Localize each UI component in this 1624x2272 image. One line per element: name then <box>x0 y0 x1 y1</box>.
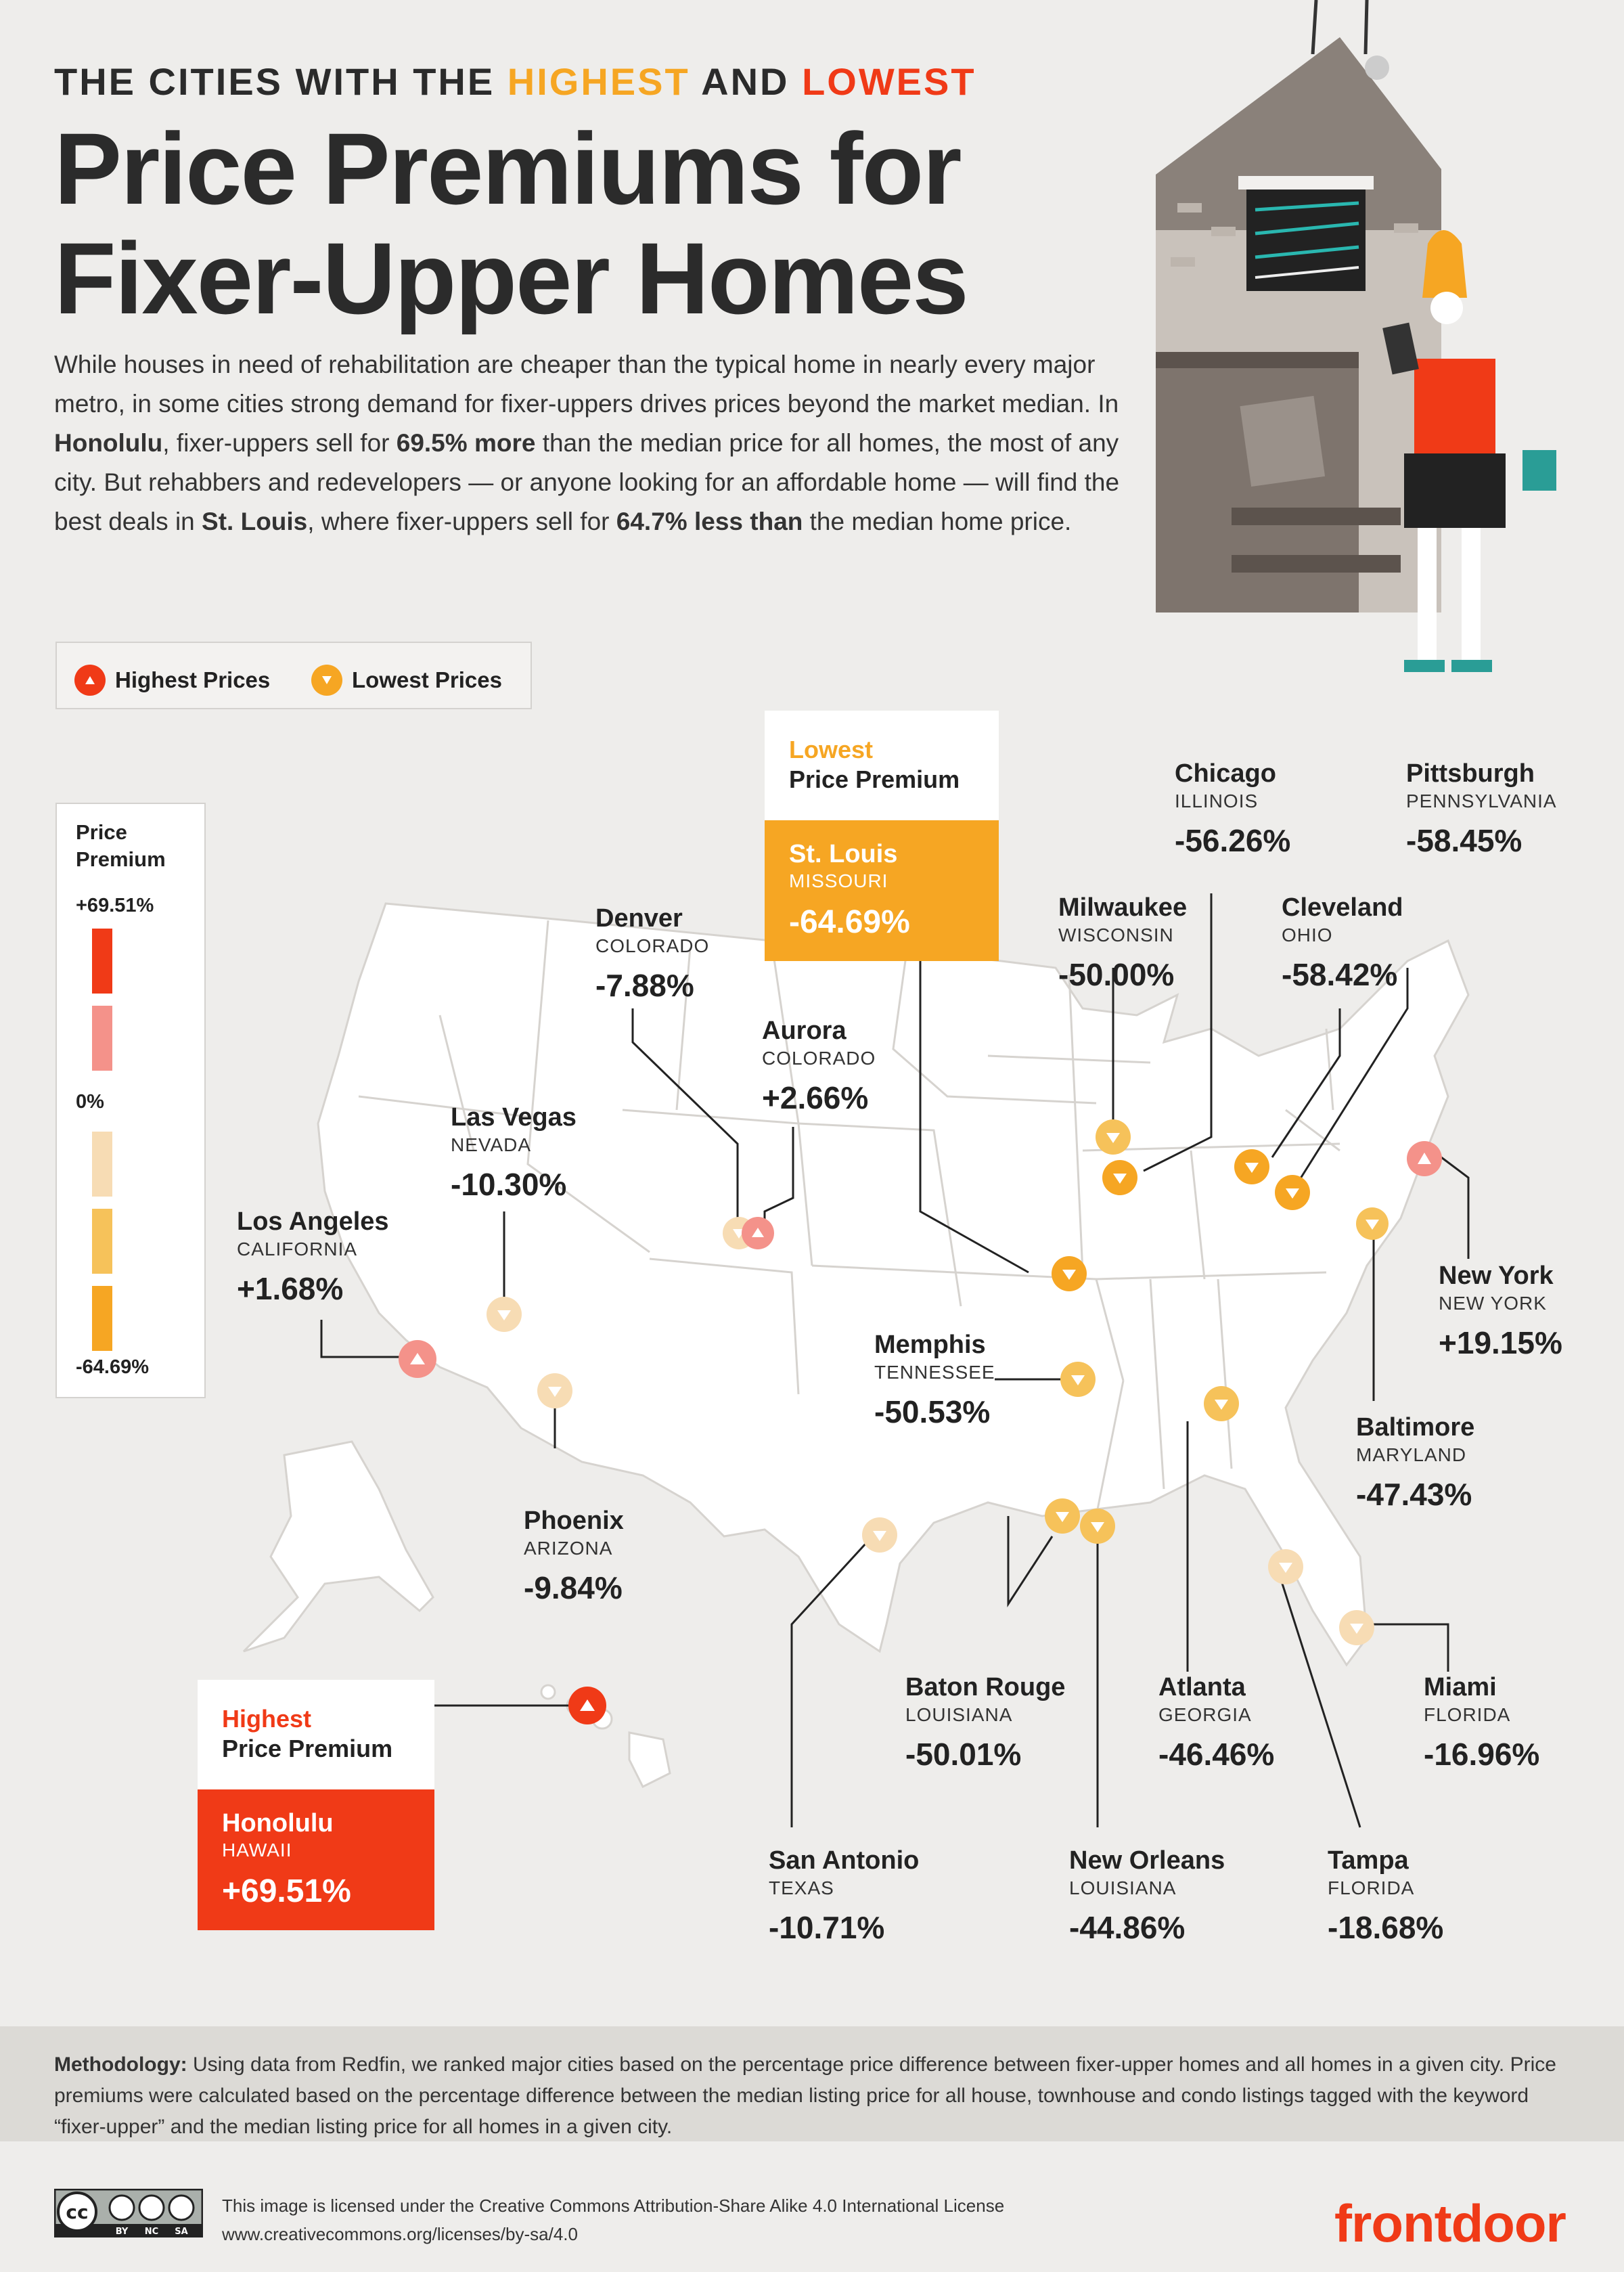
city-new-orleans: New Orleans LOUISIANA -44.86% <box>1069 1846 1225 1945</box>
page-title: Price Premiums for Fixer-Upper Homes <box>54 112 968 335</box>
marker-baltimore <box>1356 1207 1389 1240</box>
scale-bar-high <box>92 929 112 994</box>
triangle-up-icon <box>74 665 106 696</box>
city-phoenix: Phoenix ARIZONA -9.84% <box>524 1507 624 1605</box>
marker-phoenix <box>537 1373 572 1408</box>
intro-paragraph: While houses in need of rehabilitation are cheaper than the typical home in nearly every major metro, in some cities strong demand for fixer-uppers drives prices beyond the market median. In Honolulu, fixer-uppers sell for 69.5% more than the median price for all homes, the most of any city. But rehabbers and redevelopers — or anyone looking for an affordable home — will find the best deals in St. Louis, where fixer-uppers sell for 64.7% less than the median home price. <box>54 351 1120 535</box>
marker-st-louis <box>1052 1256 1087 1291</box>
us-mainland <box>318 904 1468 1665</box>
cc-license-badge <box>54 2189 203 2237</box>
city-pittsburgh: Pittsburgh PENNSYLVANIA -58.45% <box>1406 759 1557 858</box>
hawaii <box>541 1685 670 1787</box>
city-las-vegas: Las Vegas NEVADA -10.30% <box>451 1103 577 1202</box>
city-baltimore: Baltimore MARYLAND -47.43% <box>1356 1413 1475 1512</box>
scale-title-2: Premium <box>76 847 166 871</box>
svg-text:NC: NC <box>144 2227 159 2237</box>
supertitle: THE CITIES WITH THE HIGHEST AND LOWEST <box>54 60 976 103</box>
city-aurora: Aurora COLORADO +2.66% <box>762 1017 876 1115</box>
marker-miami <box>1339 1610 1374 1645</box>
marker-las-vegas <box>487 1297 522 1332</box>
license-link[interactable]: www.creativecommons.org/licenses/by-sa/4.0 <box>222 2224 578 2244</box>
city-atlanta: Atlanta GEORGIA -46.46% <box>1158 1673 1275 1772</box>
city-tampa: Tampa FLORIDA -18.68% <box>1328 1846 1444 1945</box>
legend <box>55 642 532 709</box>
alaska <box>244 1442 433 1651</box>
scale-bar-pale <box>92 1132 112 1197</box>
marker-new-orleans <box>1080 1509 1115 1544</box>
marker-new-york <box>1407 1141 1442 1176</box>
scale-zero: 0% <box>76 1091 104 1113</box>
marker-atlanta <box>1204 1386 1239 1421</box>
marker-milwaukee <box>1096 1119 1131 1155</box>
svg-text:BY: BY <box>115 2227 129 2237</box>
marker-honolulu <box>568 1687 606 1724</box>
marker-baton-rouge <box>1045 1498 1080 1534</box>
legend-highest: Highest Prices <box>74 665 270 696</box>
scale-bar-mid-high <box>92 1006 112 1071</box>
marker-pittsburgh <box>1275 1175 1310 1210</box>
scale-title-1: Price <box>76 820 127 844</box>
city-miami: Miami FLORIDA -16.96% <box>1424 1673 1540 1772</box>
marker-aurora <box>742 1217 774 1249</box>
legend-lowest: Lowest Prices <box>311 665 502 696</box>
highest-premium-box: Highest Price Premium Honolulu HAWAII +69.51% <box>198 1680 434 1930</box>
marker-san-antonio <box>862 1517 897 1553</box>
city-san-antonio: San Antonio TEXAS -10.71% <box>769 1846 920 1945</box>
city-memphis: Memphis TENNESSEE -50.53% <box>874 1331 995 1429</box>
svg-text:SA: SA <box>175 2227 188 2237</box>
city-denver: Denver COLORADO -7.88% <box>595 904 710 1003</box>
city-baton-rouge: Baton Rouge LOUISIANA -50.01% <box>905 1673 1066 1772</box>
marker-chicago <box>1102 1160 1137 1195</box>
price-premium-scale <box>55 803 206 1398</box>
svg-text:cc: cc <box>66 2201 89 2223</box>
scale-bar-low <box>92 1286 112 1351</box>
scale-max: +69.51% <box>76 895 154 916</box>
methodology-section: Methodology: Using data from Redfin, we ranked major cities based on the percentage price difference between fixer-upper homes and all homes in a given city. Price premiums were calculated based on the percentage difference between the median listing price for all house, townhouse and condo listings tagged with the keyword “fixer-upper” and the median listing price for all homes in a given city. <box>0 2026 1624 2141</box>
supertitle-lowest: LOWEST <box>802 60 976 103</box>
city-new-york: New York NEW YORK +19.15% <box>1439 1262 1562 1360</box>
marker-tampa <box>1268 1549 1303 1584</box>
city-chicago: Chicago ILLINOIS -56.26% <box>1175 759 1291 858</box>
marker-memphis <box>1060 1362 1096 1397</box>
marker-los-angeles <box>399 1340 436 1378</box>
supertitle-highest: HIGHEST <box>507 60 690 103</box>
license-text: This image is licensed under the Creative Commons Attribution-Share Alike 4.0 International License www.creativecommons.org/licenses/by-sa/4.0 <box>222 2191 1004 2248</box>
scale-bar-mid <box>92 1209 112 1274</box>
house-tag-illustration <box>1144 0 1583 690</box>
scale-min: -64.69% <box>76 1356 150 1378</box>
triangle-down-icon <box>311 665 342 696</box>
city-milwaukee: Milwaukee WISCONSIN -50.00% <box>1058 893 1188 992</box>
city-los-angeles: Los Angeles CALIFORNIA +1.68% <box>237 1207 389 1306</box>
lowest-premium-box: Lowest Price Premium St. Louis MISSOURI -64.69% <box>765 711 999 961</box>
frontdoor-logo: frontdoor <box>1334 2193 1566 2253</box>
marker-cleveland <box>1234 1149 1269 1184</box>
city-cleveland: Cleveland OHIO -58.42% <box>1282 893 1403 992</box>
